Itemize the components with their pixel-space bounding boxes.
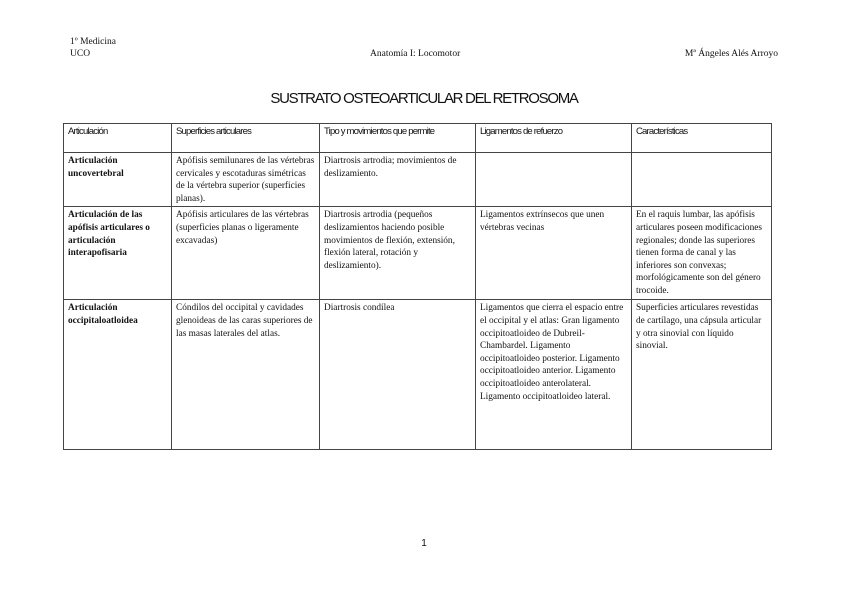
cell-articulacion: Articulación uncovertebral xyxy=(64,153,172,207)
column-header-ligamentos: Ligamentos de refuerzo xyxy=(476,124,632,153)
cell-caracteristicas xyxy=(632,153,772,207)
table-row xyxy=(64,207,772,300)
cell-articulacion: Articulación de las apófisis articulares o articulación interapofisaria xyxy=(64,207,172,300)
cell-superficies: Cóndilos del occipital y cavidades glenoideas de las caras superiores de las masas laterales del atlas. xyxy=(172,300,320,450)
table-header-row xyxy=(64,124,772,153)
column-header-articulacion: Articulación xyxy=(64,124,172,153)
table-row xyxy=(64,300,772,450)
cell-articulacion: Articulación occipitaloatloidea xyxy=(64,300,172,450)
page-title: SUSTRATO OSTEOARTICULAR DEL RETROSOMA xyxy=(270,90,578,107)
cell-tipo: Diartrosis condílea xyxy=(320,300,476,450)
header-author: Mª Ángeles Alés Arroyo xyxy=(684,49,778,59)
column-header-superficies: Superficies articulares xyxy=(172,124,320,153)
cell-superficies: Apófisis articulares de las vértebras (superficies planas o ligeramente excavadas) xyxy=(172,207,320,300)
column-header-tipo: Tipo y movimientos que permite xyxy=(320,124,476,153)
cell-superficies: Apófisis semilunares de las vértebras cervicales y escotaduras simétricas de la vértebra superior (superficies planas). xyxy=(172,153,320,207)
cell-ligamentos: Ligamentos extrínsecos que unen vértebras vecinas xyxy=(476,207,632,300)
articulations-table xyxy=(63,123,772,450)
header-university: UCO xyxy=(70,49,91,59)
header-course: 1º Medicina xyxy=(70,37,116,47)
cell-caracteristicas: En el raquis lumbar, las apófisis articulares poseen modificaciones regionales; donde las superiores tienen forma de canal y las inferiores son convexas; morfológicamente son del género trocoide. xyxy=(632,207,772,300)
table-row xyxy=(64,153,772,207)
cell-caracteristicas: Superficies articulares revestidas de cartílago, una cápsula articular y otra sinovial con líquido sinovial. xyxy=(632,300,772,450)
column-header-caracteristicas: Características xyxy=(632,124,772,153)
header-subject: Anatomía I: Locomotor xyxy=(370,49,461,59)
cell-tipo: Diartrosis artrodia; movimientos de deslizamiento. xyxy=(320,153,476,207)
page-number: 1 xyxy=(421,538,427,549)
cell-ligamentos xyxy=(476,153,632,207)
cell-ligamentos: Ligamentos que cierra el espacio entre el occipital y el atlas: Gran ligamento occipitoatloideo de Dubreil-Chambardel. Ligamento occipitoatloideo posterior. Ligamento occipitoatloideo anterior. Ligamento occipitoatloideo anterolateral. Ligamento occipitoatloideo lateral. xyxy=(476,300,632,450)
cell-tipo: Diartrosis artrodia (pequeños deslizamientos haciendo posible movimientos de flexión, extensión, flexión lateral, rotación y deslizamiento). xyxy=(320,207,476,300)
